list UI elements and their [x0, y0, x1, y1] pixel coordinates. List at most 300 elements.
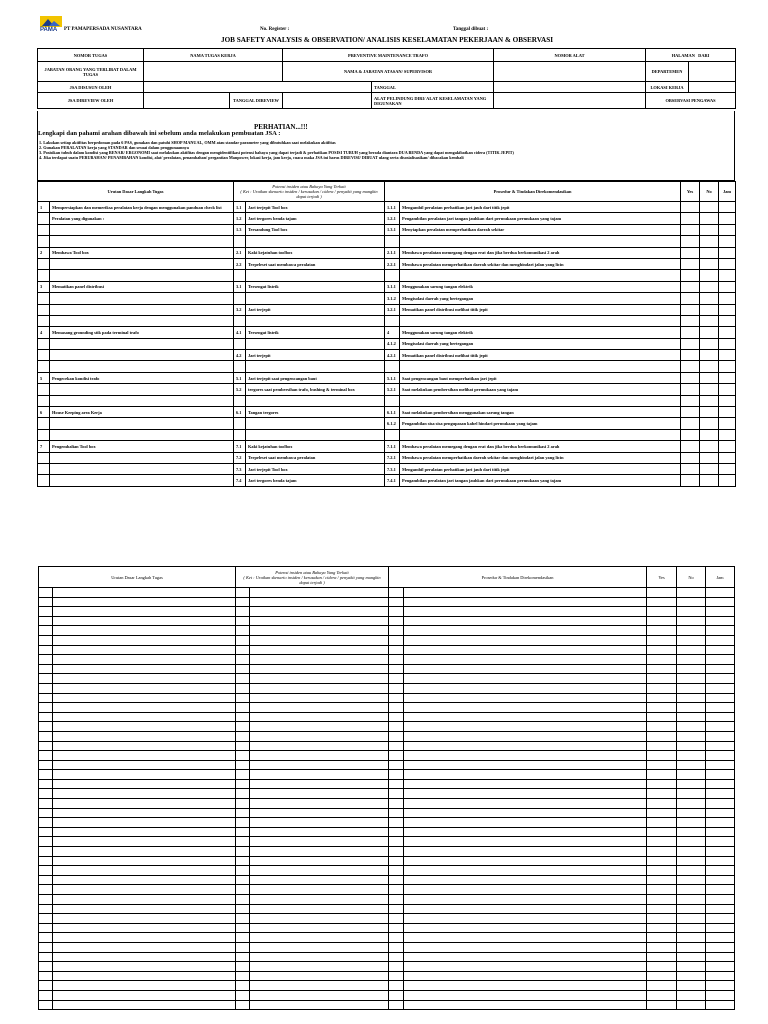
empty-cell[interactable] — [236, 674, 250, 684]
empty-cell[interactable] — [404, 808, 647, 818]
empty-cell[interactable] — [677, 875, 706, 885]
empty-cell[interactable] — [250, 664, 389, 674]
empty-cell[interactable] — [404, 616, 647, 626]
empty-cell[interactable] — [53, 847, 236, 857]
empty-cell[interactable] — [250, 588, 389, 598]
empty-cell[interactable] — [404, 895, 647, 905]
empty-cell[interactable] — [389, 818, 404, 828]
empty-cell[interactable] — [39, 933, 53, 943]
empty-cell[interactable] — [677, 1000, 706, 1010]
empty-cell[interactable] — [53, 588, 236, 598]
empty-cell[interactable] — [647, 952, 677, 962]
empty-cell[interactable] — [389, 895, 404, 905]
empty-cell[interactable] — [647, 635, 677, 645]
empty-cell[interactable] — [39, 789, 53, 799]
jam-cell[interactable] — [719, 338, 736, 349]
empty-cell[interactable] — [706, 664, 735, 674]
empty-cell[interactable] — [706, 616, 735, 626]
empty-cell[interactable] — [53, 962, 236, 972]
jam-cell[interactable] — [719, 270, 736, 281]
empty-cell[interactable] — [404, 971, 647, 981]
empty-cell[interactable] — [53, 933, 236, 943]
empty-cell[interactable] — [647, 741, 677, 751]
empty-cell[interactable] — [389, 962, 404, 972]
empty-cell[interactable] — [677, 760, 706, 770]
empty-cell[interactable] — [389, 799, 404, 809]
departemen-value[interactable] — [689, 62, 736, 82]
empty-cell[interactable] — [236, 952, 250, 962]
empty-cell[interactable] — [53, 866, 236, 876]
empty-cell[interactable] — [647, 693, 677, 703]
empty-cell[interactable] — [647, 942, 677, 952]
empty-cell[interactable] — [53, 635, 236, 645]
empty-cell[interactable] — [389, 875, 404, 885]
jam-cell[interactable] — [719, 372, 736, 383]
empty-cell[interactable] — [39, 712, 53, 722]
empty-cell[interactable] — [647, 818, 677, 828]
empty-cell[interactable] — [236, 770, 250, 780]
yes-cell[interactable] — [681, 372, 700, 383]
empty-cell[interactable] — [706, 808, 735, 818]
empty-cell[interactable] — [677, 703, 706, 713]
atasan-value[interactable] — [494, 62, 646, 82]
jam-cell[interactable] — [719, 202, 736, 213]
empty-cell[interactable] — [647, 607, 677, 617]
yes-cell[interactable] — [681, 452, 700, 463]
empty-cell[interactable] — [706, 779, 735, 789]
empty-cell[interactable] — [250, 914, 389, 924]
empty-cell[interactable] — [404, 933, 647, 943]
empty-cell[interactable] — [706, 588, 735, 598]
yes-cell[interactable] — [681, 213, 700, 224]
empty-cell[interactable] — [250, 885, 389, 895]
empty-cell[interactable] — [677, 607, 706, 617]
empty-cell[interactable] — [39, 971, 53, 981]
empty-cell[interactable] — [236, 789, 250, 799]
empty-cell[interactable] — [389, 914, 404, 924]
empty-cell[interactable] — [706, 597, 735, 607]
empty-cell[interactable] — [39, 741, 53, 751]
yes-cell[interactable] — [681, 475, 700, 486]
empty-cell[interactable] — [677, 895, 706, 905]
jam-cell[interactable] — [719, 395, 736, 406]
yes-cell[interactable] — [681, 270, 700, 281]
empty-cell[interactable] — [404, 981, 647, 991]
empty-cell[interactable] — [647, 837, 677, 847]
empty-cell[interactable] — [53, 914, 236, 924]
empty-cell[interactable] — [706, 693, 735, 703]
empty-cell[interactable] — [236, 760, 250, 770]
empty-cell[interactable] — [389, 674, 404, 684]
empty-cell[interactable] — [250, 789, 389, 799]
empty-cell[interactable] — [677, 799, 706, 809]
empty-cell[interactable] — [647, 616, 677, 626]
empty-cell[interactable] — [647, 789, 677, 799]
empty-cell[interactable] — [236, 655, 250, 665]
empty-cell[interactable] — [404, 952, 647, 962]
no-cell[interactable] — [700, 338, 719, 349]
empty-cell[interactable] — [39, 635, 53, 645]
no-cell[interactable] — [700, 452, 719, 463]
empty-cell[interactable] — [647, 856, 677, 866]
empty-cell[interactable] — [250, 674, 389, 684]
yes-cell[interactable] — [681, 258, 700, 269]
empty-cell[interactable] — [39, 827, 53, 837]
yes-cell[interactable] — [681, 350, 700, 361]
empty-cell[interactable] — [647, 674, 677, 684]
empty-cell[interactable] — [250, 770, 389, 780]
empty-cell[interactable] — [677, 712, 706, 722]
empty-cell[interactable] — [404, 789, 647, 799]
yes-cell[interactable] — [681, 407, 700, 418]
empty-cell[interactable] — [706, 818, 735, 828]
jam-cell[interactable] — [719, 475, 736, 486]
empty-cell[interactable] — [706, 789, 735, 799]
lokasi-value[interactable] — [689, 82, 736, 93]
empty-cell[interactable] — [53, 751, 236, 761]
empty-cell[interactable] — [39, 683, 53, 693]
empty-cell[interactable] — [404, 856, 647, 866]
jam-cell[interactable] — [719, 384, 736, 395]
no-cell[interactable] — [700, 418, 719, 429]
no-cell[interactable] — [700, 463, 719, 474]
empty-cell[interactable] — [404, 875, 647, 885]
empty-cell[interactable] — [389, 760, 404, 770]
empty-cell[interactable] — [39, 847, 53, 857]
empty-cell[interactable] — [647, 760, 677, 770]
empty-cell[interactable] — [236, 933, 250, 943]
empty-cell[interactable] — [250, 635, 389, 645]
empty-cell[interactable] — [389, 731, 404, 741]
empty-cell[interactable] — [236, 779, 250, 789]
empty-cell[interactable] — [250, 597, 389, 607]
empty-cell[interactable] — [236, 626, 250, 636]
empty-cell[interactable] — [677, 588, 706, 598]
empty-cell[interactable] — [677, 808, 706, 818]
empty-cell[interactable] — [706, 904, 735, 914]
empty-cell[interactable] — [250, 952, 389, 962]
empty-cell[interactable] — [39, 588, 53, 598]
empty-cell[interactable] — [647, 664, 677, 674]
empty-cell[interactable] — [677, 664, 706, 674]
empty-cell[interactable] — [404, 760, 647, 770]
jsa-direview-value[interactable] — [144, 93, 230, 109]
empty-cell[interactable] — [389, 635, 404, 645]
empty-cell[interactable] — [250, 607, 389, 617]
empty-cell[interactable] — [677, 981, 706, 991]
jam-cell[interactable] — [719, 315, 736, 326]
jam-cell[interactable] — [719, 213, 736, 224]
empty-cell[interactable] — [404, 722, 647, 732]
empty-cell[interactable] — [39, 942, 53, 952]
empty-cell[interactable] — [389, 789, 404, 799]
jam-cell[interactable] — [719, 418, 736, 429]
empty-cell[interactable] — [389, 837, 404, 847]
empty-cell[interactable] — [677, 779, 706, 789]
no-cell[interactable] — [700, 407, 719, 418]
empty-cell[interactable] — [677, 837, 706, 847]
empty-cell[interactable] — [250, 751, 389, 761]
yes-cell[interactable] — [681, 293, 700, 304]
empty-cell[interactable] — [677, 693, 706, 703]
empty-cell[interactable] — [53, 770, 236, 780]
empty-cell[interactable] — [647, 914, 677, 924]
empty-cell[interactable] — [647, 885, 677, 895]
empty-cell[interactable] — [236, 875, 250, 885]
jam-cell[interactable] — [719, 224, 736, 235]
empty-cell[interactable] — [53, 799, 236, 809]
empty-cell[interactable] — [389, 856, 404, 866]
empty-cell[interactable] — [706, 683, 735, 693]
empty-cell[interactable] — [706, 952, 735, 962]
empty-cell[interactable] — [404, 914, 647, 924]
empty-cell[interactable] — [404, 703, 647, 713]
empty-cell[interactable] — [389, 981, 404, 991]
empty-cell[interactable] — [647, 799, 677, 809]
empty-cell[interactable] — [53, 731, 236, 741]
empty-cell[interactable] — [647, 866, 677, 876]
empty-cell[interactable] — [250, 626, 389, 636]
empty-cell[interactable] — [53, 607, 236, 617]
empty-cell[interactable] — [236, 818, 250, 828]
empty-cell[interactable] — [236, 971, 250, 981]
empty-cell[interactable] — [647, 683, 677, 693]
no-cell[interactable] — [700, 213, 719, 224]
empty-cell[interactable] — [389, 942, 404, 952]
apd-value[interactable] — [494, 93, 646, 109]
empty-cell[interactable] — [389, 866, 404, 876]
no-cell[interactable] — [700, 361, 719, 372]
empty-cell[interactable] — [53, 645, 236, 655]
jam-cell[interactable] — [719, 441, 736, 452]
empty-cell[interactable] — [389, 693, 404, 703]
empty-cell[interactable] — [389, 703, 404, 713]
empty-cell[interactable] — [677, 990, 706, 1000]
empty-cell[interactable] — [389, 990, 404, 1000]
no-cell[interactable] — [700, 236, 719, 247]
empty-cell[interactable] — [39, 607, 53, 617]
empty-cell[interactable] — [647, 645, 677, 655]
empty-cell[interactable] — [404, 837, 647, 847]
empty-cell[interactable] — [250, 712, 389, 722]
empty-cell[interactable] — [236, 923, 250, 933]
empty-cell[interactable] — [250, 875, 389, 885]
empty-cell[interactable] — [39, 597, 53, 607]
no-cell[interactable] — [700, 270, 719, 281]
empty-cell[interactable] — [39, 837, 53, 847]
empty-cell[interactable] — [389, 683, 404, 693]
empty-cell[interactable] — [706, 933, 735, 943]
empty-cell[interactable] — [53, 722, 236, 732]
empty-cell[interactable] — [39, 760, 53, 770]
empty-cell[interactable] — [404, 770, 647, 780]
empty-cell[interactable] — [53, 693, 236, 703]
empty-cell[interactable] — [647, 971, 677, 981]
empty-cell[interactable] — [236, 895, 250, 905]
empty-cell[interactable] — [236, 990, 250, 1000]
empty-cell[interactable] — [647, 904, 677, 914]
empty-cell[interactable] — [404, 635, 647, 645]
jam-cell[interactable] — [719, 429, 736, 440]
yes-cell[interactable] — [681, 338, 700, 349]
no-cell[interactable] — [700, 429, 719, 440]
empty-cell[interactable] — [677, 770, 706, 780]
no-cell[interactable] — [700, 281, 719, 292]
empty-cell[interactable] — [706, 942, 735, 952]
yes-cell[interactable] — [681, 236, 700, 247]
empty-cell[interactable] — [389, 607, 404, 617]
jam-cell[interactable] — [719, 247, 736, 258]
empty-cell[interactable] — [53, 674, 236, 684]
empty-cell[interactable] — [404, 942, 647, 952]
empty-cell[interactable] — [39, 799, 53, 809]
empty-cell[interactable] — [250, 827, 389, 837]
empty-cell[interactable] — [39, 1000, 53, 1010]
empty-cell[interactable] — [706, 751, 735, 761]
empty-cell[interactable] — [236, 712, 250, 722]
empty-cell[interactable] — [647, 827, 677, 837]
empty-cell[interactable] — [404, 683, 647, 693]
empty-cell[interactable] — [706, 760, 735, 770]
empty-cell[interactable] — [677, 933, 706, 943]
empty-cell[interactable] — [677, 847, 706, 857]
empty-cell[interactable] — [250, 856, 389, 866]
empty-cell[interactable] — [404, 990, 647, 1000]
empty-cell[interactable] — [53, 703, 236, 713]
empty-cell[interactable] — [706, 731, 735, 741]
empty-cell[interactable] — [236, 741, 250, 751]
jsa-disusun-value[interactable] — [144, 82, 372, 93]
empty-cell[interactable] — [647, 731, 677, 741]
empty-cell[interactable] — [250, 731, 389, 741]
empty-cell[interactable] — [389, 770, 404, 780]
empty-cell[interactable] — [250, 779, 389, 789]
empty-cell[interactable] — [250, 981, 389, 991]
empty-cell[interactable] — [647, 703, 677, 713]
empty-cell[interactable] — [53, 789, 236, 799]
empty-cell[interactable] — [706, 856, 735, 866]
empty-cell[interactable] — [706, 741, 735, 751]
empty-cell[interactable] — [250, 971, 389, 981]
empty-cell[interactable] — [236, 942, 250, 952]
empty-cell[interactable] — [39, 645, 53, 655]
no-cell[interactable] — [700, 441, 719, 452]
empty-cell[interactable] — [53, 885, 236, 895]
empty-cell[interactable] — [706, 799, 735, 809]
empty-cell[interactable] — [706, 981, 735, 991]
empty-cell[interactable] — [389, 626, 404, 636]
empty-cell[interactable] — [706, 962, 735, 972]
empty-cell[interactable] — [647, 875, 677, 885]
empty-cell[interactable] — [647, 895, 677, 905]
empty-cell[interactable] — [250, 942, 389, 952]
empty-cell[interactable] — [236, 827, 250, 837]
empty-cell[interactable] — [647, 597, 677, 607]
jam-cell[interactable] — [719, 236, 736, 247]
empty-cell[interactable] — [39, 808, 53, 818]
empty-cell[interactable] — [404, 827, 647, 837]
empty-cell[interactable] — [389, 722, 404, 732]
empty-cell[interactable] — [706, 866, 735, 876]
empty-cell[interactable] — [39, 664, 53, 674]
empty-cell[interactable] — [39, 962, 53, 972]
empty-cell[interactable] — [647, 626, 677, 636]
yes-cell[interactable] — [681, 463, 700, 474]
jam-cell[interactable] — [719, 407, 736, 418]
empty-cell[interactable] — [647, 655, 677, 665]
empty-cell[interactable] — [677, 683, 706, 693]
empty-cell[interactable] — [647, 808, 677, 818]
empty-cell[interactable] — [706, 722, 735, 732]
empty-cell[interactable] — [706, 655, 735, 665]
empty-cell[interactable] — [53, 683, 236, 693]
empty-cell[interactable] — [677, 635, 706, 645]
empty-cell[interactable] — [677, 904, 706, 914]
empty-cell[interactable] — [647, 847, 677, 857]
empty-cell[interactable] — [404, 962, 647, 972]
empty-cell[interactable] — [706, 885, 735, 895]
empty-cell[interactable] — [389, 597, 404, 607]
empty-cell[interactable] — [250, 866, 389, 876]
empty-cell[interactable] — [53, 655, 236, 665]
empty-cell[interactable] — [39, 770, 53, 780]
empty-cell[interactable] — [236, 847, 250, 857]
empty-cell[interactable] — [236, 664, 250, 674]
empty-cell[interactable] — [706, 827, 735, 837]
jam-cell[interactable] — [719, 361, 736, 372]
empty-cell[interactable] — [706, 1000, 735, 1010]
empty-cell[interactable] — [677, 674, 706, 684]
empty-cell[interactable] — [677, 722, 706, 732]
empty-cell[interactable] — [404, 799, 647, 809]
empty-cell[interactable] — [53, 990, 236, 1000]
empty-cell[interactable] — [39, 655, 53, 665]
no-cell[interactable] — [700, 258, 719, 269]
empty-cell[interactable] — [389, 1000, 404, 1010]
empty-cell[interactable] — [39, 818, 53, 828]
empty-cell[interactable] — [677, 655, 706, 665]
jam-cell[interactable] — [719, 463, 736, 474]
empty-cell[interactable] — [389, 923, 404, 933]
empty-cell[interactable] — [404, 923, 647, 933]
yes-cell[interactable] — [681, 247, 700, 258]
empty-cell[interactable] — [389, 751, 404, 761]
empty-cell[interactable] — [236, 703, 250, 713]
empty-cell[interactable] — [39, 952, 53, 962]
empty-cell[interactable] — [236, 588, 250, 598]
empty-cell[interactable] — [647, 712, 677, 722]
empty-cell[interactable] — [706, 923, 735, 933]
empty-cell[interactable] — [404, 885, 647, 895]
empty-cell[interactable] — [404, 693, 647, 703]
empty-cell[interactable] — [236, 962, 250, 972]
tanggal-direview-value[interactable] — [283, 93, 372, 109]
empty-cell[interactable] — [39, 856, 53, 866]
empty-cell[interactable] — [236, 885, 250, 895]
empty-cell[interactable] — [389, 645, 404, 655]
empty-cell[interactable] — [236, 914, 250, 924]
empty-cell[interactable] — [236, 837, 250, 847]
empty-cell[interactable] — [389, 952, 404, 962]
empty-cell[interactable] — [39, 914, 53, 924]
empty-cell[interactable] — [647, 990, 677, 1000]
empty-cell[interactable] — [250, 616, 389, 626]
empty-cell[interactable] — [647, 588, 677, 598]
empty-cell[interactable] — [389, 779, 404, 789]
no-cell[interactable] — [700, 202, 719, 213]
empty-cell[interactable] — [39, 722, 53, 732]
empty-cell[interactable] — [677, 952, 706, 962]
